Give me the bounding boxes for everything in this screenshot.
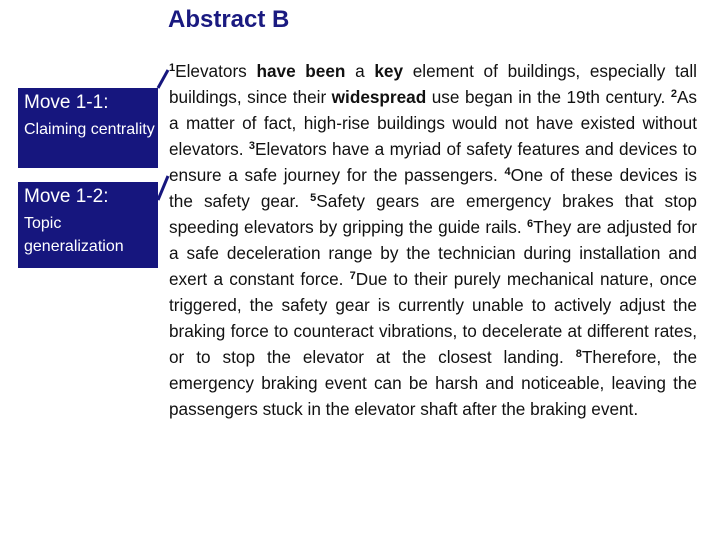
sentence-1-part: element of buildings, especially tall buildings, since their — [169, 61, 697, 107]
sentence-number-7: 7 — [349, 270, 356, 282]
title-prefix: Abstract — [168, 6, 273, 33]
sentence-2: As a matter of fact, high-rise buildings would not have existed without elevators. — [169, 87, 697, 159]
sentence-number-8: 8 — [575, 348, 582, 360]
move-1-2-connector — [158, 176, 168, 200]
title-letter: B — [272, 6, 290, 33]
sentence-1-keyword: have been — [256, 61, 346, 81]
sentence-6: They are adjusted for a safe deceleration range by the technician during installation and exert a constant force. — [169, 217, 698, 289]
sentence-number-1: 1 — [169, 62, 176, 74]
sentence-3: Elevators have a myriad of safety features and devices to ensure a safe journey for the passengers. — [169, 139, 697, 185]
move-1-1-box — [18, 88, 158, 168]
sentence-5: Safety gears are emergency brakes that stop speeding elevators by gripping the guide rails. — [169, 191, 697, 237]
sentence-1-part: a — [345, 61, 375, 81]
sentence-4: One of these devices is the safety gear. — [169, 165, 698, 211]
sentence-number-6: 6 — [526, 218, 534, 230]
sentence-number-3: 3 — [248, 140, 256, 152]
move-1-1-connector — [158, 70, 168, 88]
sentence-1-keyword: widespread — [331, 87, 427, 107]
move-1-2-description: Topic generalization — [24, 215, 124, 255]
sentence-1-keyword: key — [374, 61, 404, 81]
sentence-8: Therefore, the emergency braking event can be harsh and noticeable, leaving the passengers stuck in the elevator shaft after the braking event. — [169, 347, 698, 419]
sentence-number-5: 5 — [310, 192, 317, 204]
page-title — [168, 6, 289, 34]
move-1-1-description: Claiming centrality — [24, 121, 155, 138]
move-1-2-heading: Move 1-2: — [24, 186, 109, 207]
sentence-1-part: use began in the 19th century. — [426, 87, 671, 107]
sentence-1-part: Elevators — [175, 61, 257, 81]
sentence-7: Due to their purely mechanical nature, once triggered, the safety gear is currently unable to actively adjust the braking force to counteract vibrations, to decelerate at different rates, or to stop the elevator at the closest landing. — [169, 269, 697, 367]
abstract-paragraph — [169, 58, 697, 422]
move-1-2-box — [18, 182, 158, 268]
sentence-number-2: 2 — [670, 88, 677, 100]
sentence-number-4: 4 — [504, 166, 511, 178]
move-1-1-heading: Move 1-1: — [24, 92, 109, 113]
